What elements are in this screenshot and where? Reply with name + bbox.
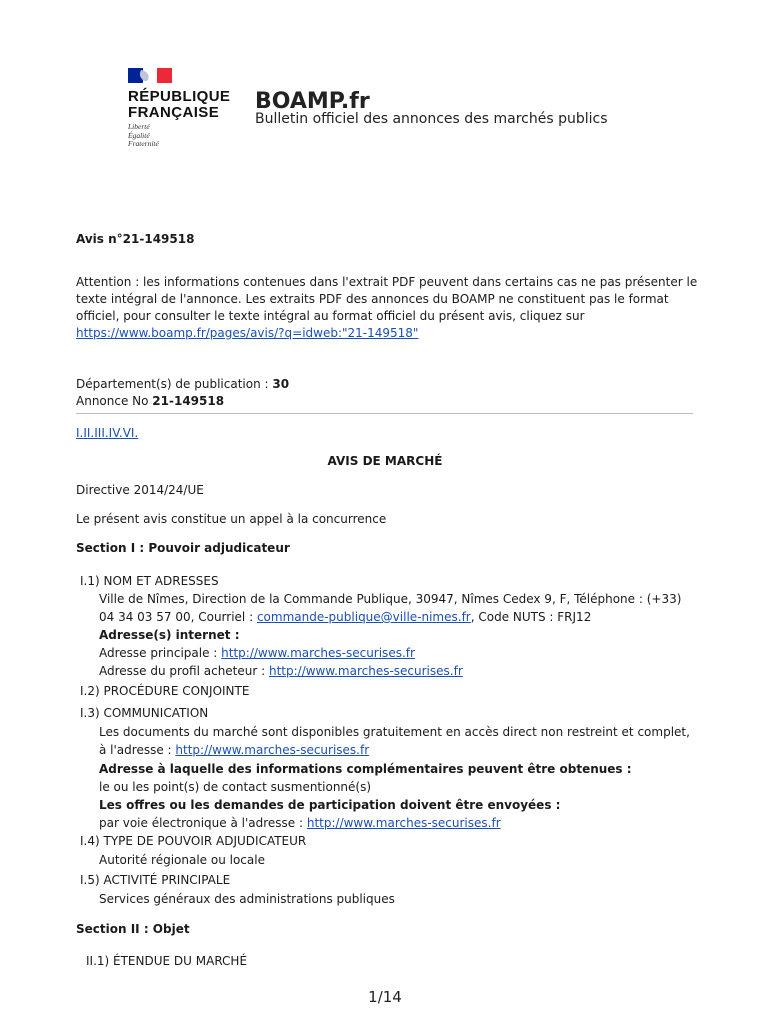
site-title: BOAMP.fr xyxy=(255,89,370,114)
i1-address-line-2: 04 34 03 57 00, Courriel : commande-publique@ville-nimes.fr, Code NUTS : FRJ12 xyxy=(99,610,592,624)
adresse-principale: Adresse principale : http://www.marches-securises.fr xyxy=(99,646,415,660)
directive-text: Directive 2014/24/UE xyxy=(76,483,204,497)
adresses-internet-label: Adresse(s) internet : xyxy=(99,628,240,642)
i3-documents-link[interactable]: http://www.marches-securises.fr xyxy=(175,743,370,757)
profil-acheteur: Adresse du profil acheteur : http://www.marches-securises.fr xyxy=(99,664,463,678)
i5-heading: I.5) ACTIVITÉ PRINCIPALE xyxy=(80,873,231,887)
republique-motto: Liberté Égalité Fraternité xyxy=(128,122,159,149)
boamp-official-link[interactable]: https://www.boamp.fr/pages/avis/?q=idweb:"21-149518" xyxy=(76,326,419,340)
marianne-flag-icon xyxy=(128,68,172,83)
i4-heading: I.4) TYPE DE POUVOIR ADJUDICATEUR xyxy=(80,834,307,848)
notice-title: Avis n°21-149518 xyxy=(76,232,195,246)
site-subtitle: Bulletin officiel des annonces des marchés publics xyxy=(255,111,608,127)
section-1-title: Section I : Pouvoir adjudicateur xyxy=(76,541,290,555)
section-nav-links[interactable]: I.II.III.IV.VI. xyxy=(76,426,139,440)
i3-offres-label: Les offres ou les demandes de participation doivent être envoyées : xyxy=(99,798,561,812)
i2-heading: I.2) PROCÉDURE CONJOINTE xyxy=(80,684,250,698)
divider xyxy=(76,413,693,414)
i1-address-line-1: Ville de Nîmes, Direction de la Commande Publique, 30947, Nîmes Cedex 9, F, Téléphone : (+33) xyxy=(99,592,682,606)
page-number: 1/14 xyxy=(368,988,402,1006)
i3-offres-address: par voie électronique à l'adresse : http://www.marches-securises.fr xyxy=(99,816,501,830)
i3-info-label: Adresse à laquelle des informations complémentaires peuvent être obtenues : xyxy=(99,762,632,776)
i3-heading: I.3) COMMUNICATION xyxy=(80,706,209,720)
i4-value: Autorité régionale ou locale xyxy=(99,853,265,867)
email-link[interactable]: commande-publique@ville-nimes.fr xyxy=(256,610,471,624)
avis-de-marche-title: AVIS DE MARCHÉ xyxy=(327,454,443,468)
profil-acheteur-link[interactable]: http://www.marches-securises.fr xyxy=(268,664,463,678)
i3-line-1: Les documents du marché sont disponibles gratuitement en accès direct non restreint et complet, xyxy=(99,725,690,739)
i3-offres-link[interactable]: http://www.marches-securises.fr xyxy=(306,816,501,830)
i1-heading: I.1) NOM ET ADRESSES xyxy=(80,574,219,588)
annonce-number: Annonce No 21-149518 xyxy=(76,394,225,408)
present-avis-text: Le présent avis constitue un appel à la concurrence xyxy=(76,512,387,526)
section-2-title: Section II : Objet xyxy=(76,922,190,936)
i5-value: Services généraux des administrations publiques xyxy=(99,892,395,906)
attention-line-2: texte intégral de l'annonce. Les extraits PDF des annonces du BOAMP ne constituent pas le format xyxy=(76,292,669,306)
attention-line-1: Attention : les informations contenues dans l'extrait PDF peuvent dans certains cas ne pas présenter le xyxy=(76,275,698,289)
attention-line-3: officiel, pour consulter le texte intégral au format officiel du présent avis, cliquez sur xyxy=(76,309,585,323)
ii1-heading: II.1) ÉTENDUE DU MARCHÉ xyxy=(86,954,248,968)
adresse-principale-link[interactable]: http://www.marches-securises.fr xyxy=(221,646,415,660)
departement-publication: Département(s) de publication : 30 xyxy=(76,377,290,391)
republique-francaise-text: RÉPUBLIQUE FRANÇAISE xyxy=(128,88,231,121)
i3-info-text: le ou les point(s) de contact susmentionné(s) xyxy=(99,780,372,794)
i3-line-2: à l'adresse : http://www.marches-securises.fr xyxy=(99,743,370,757)
